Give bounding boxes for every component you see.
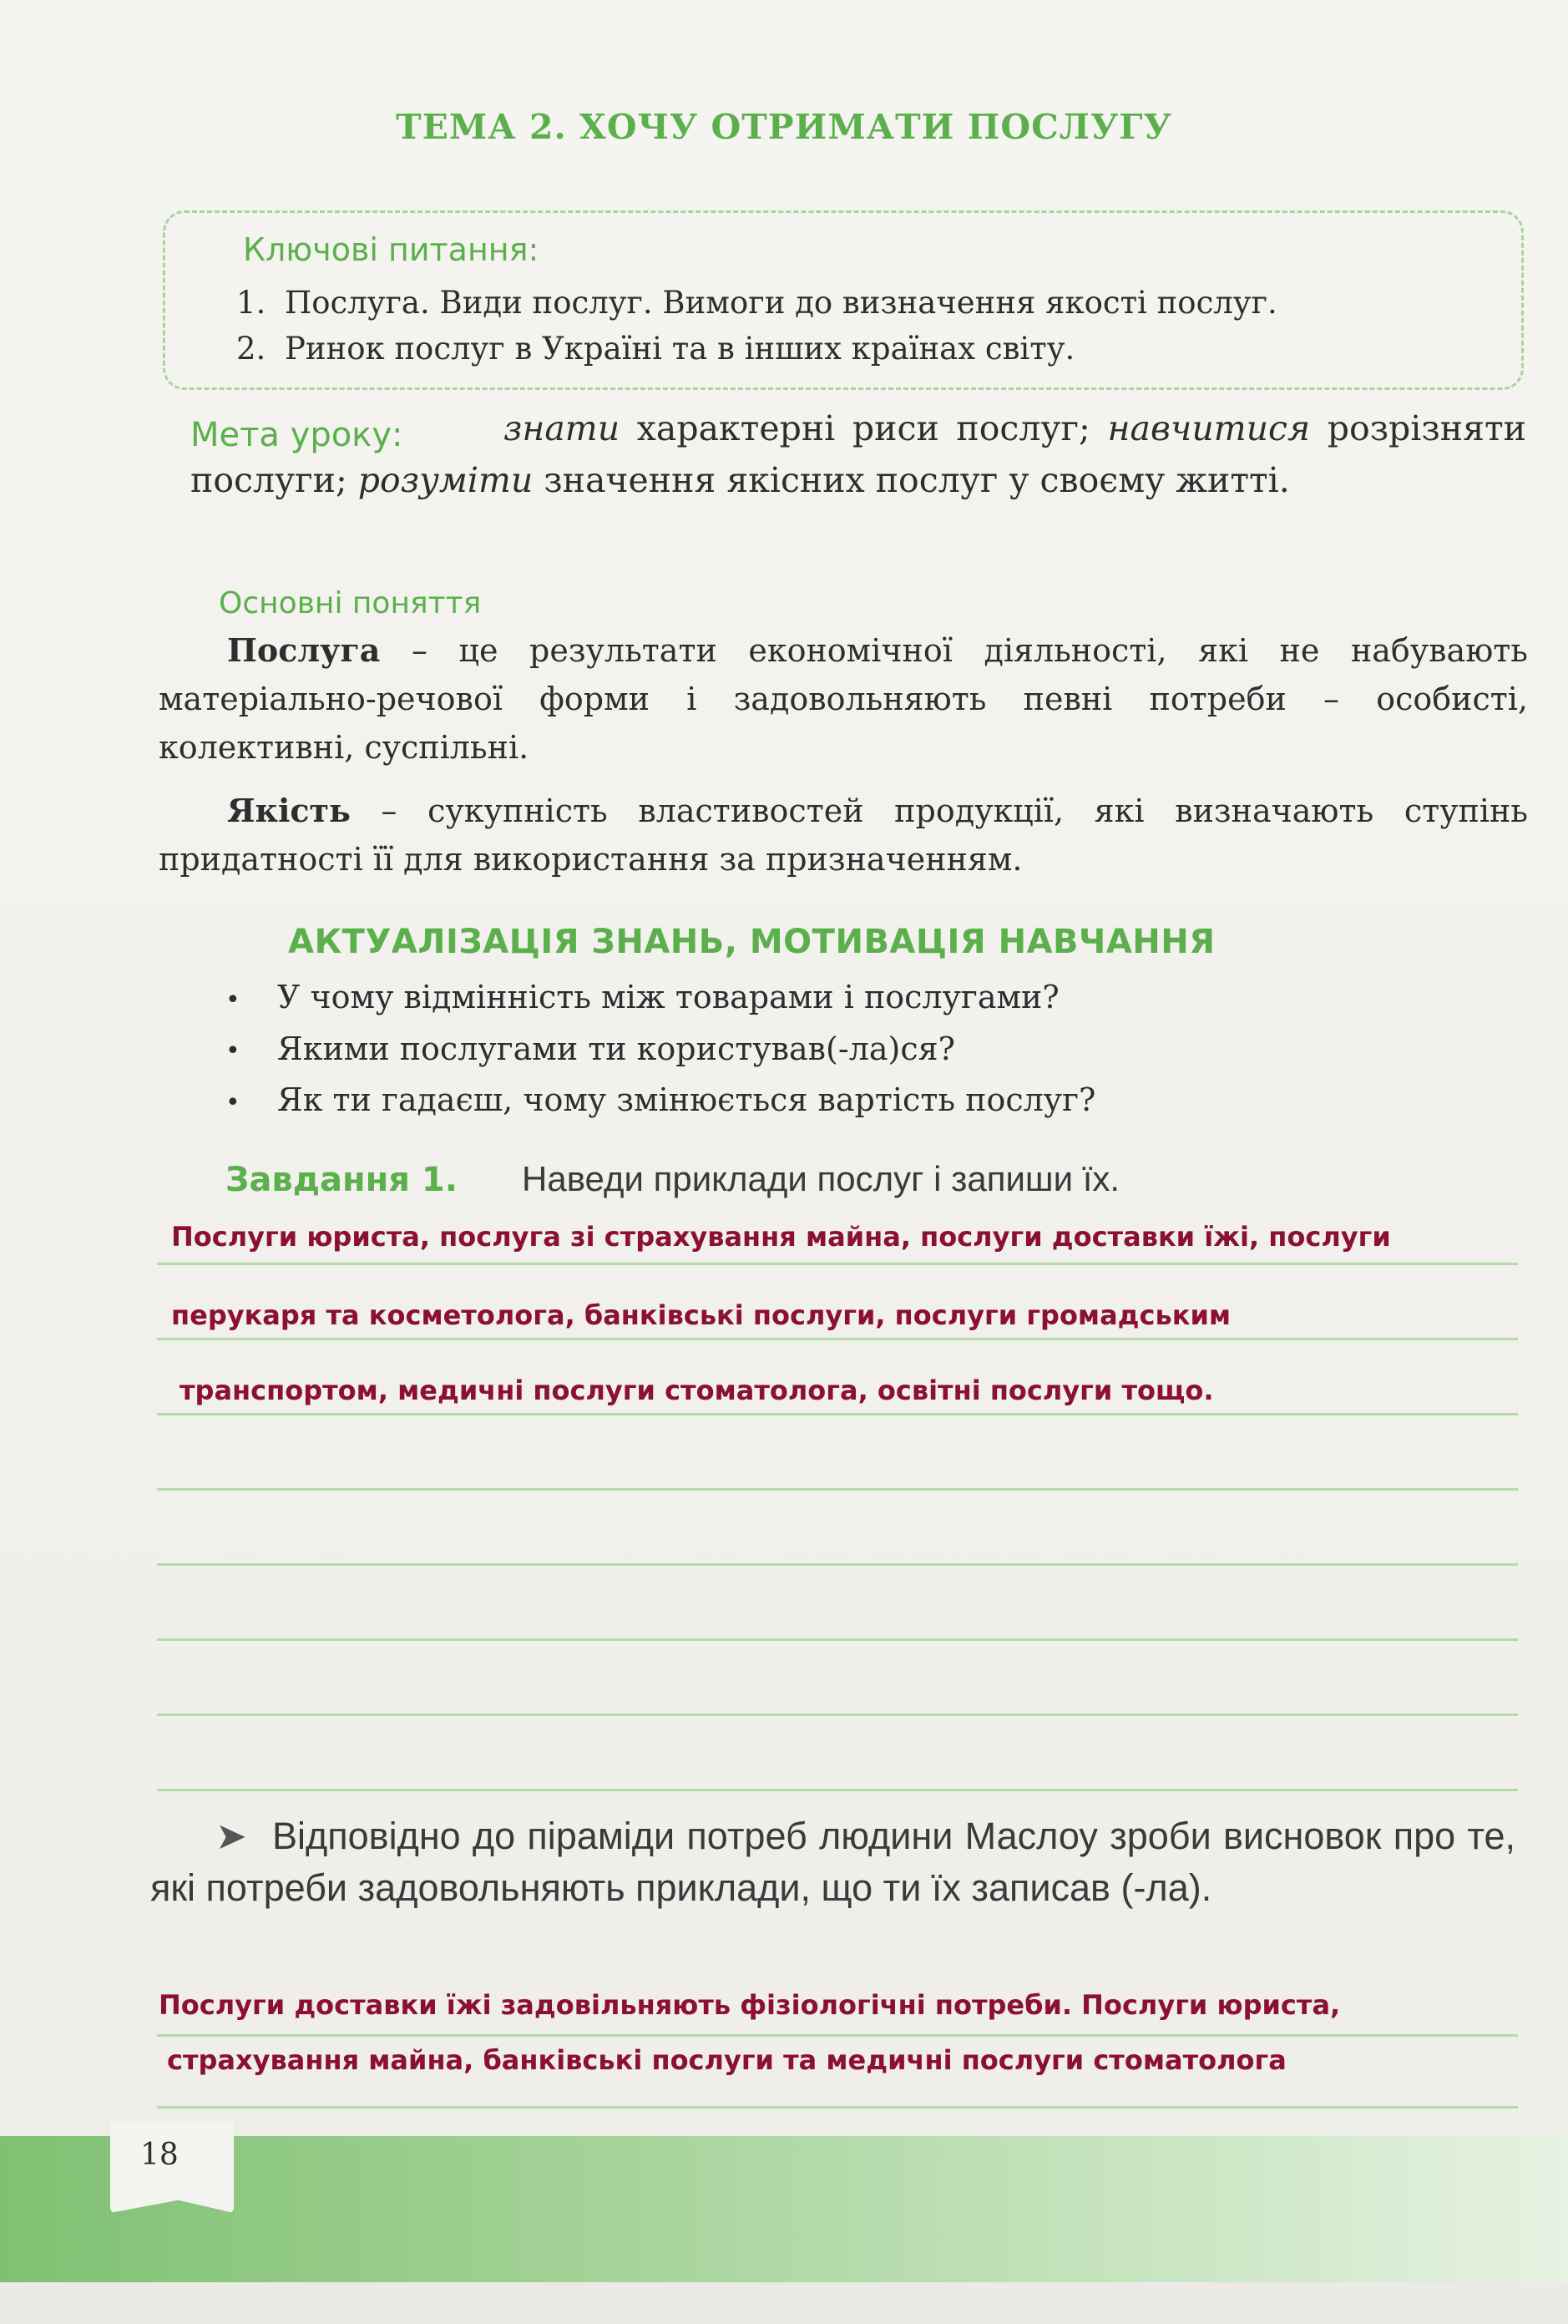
key-questions-label: Ключові питання: bbox=[243, 231, 539, 268]
maslow-task-text: Відповідно до піраміди потреб людини Маслоу зроби висновок про те, які потреби задовольняють приклади, що ти їх записав (-ла). bbox=[150, 1815, 1515, 1909]
quality-definition bbox=[159, 787, 1528, 884]
question-item bbox=[225, 1076, 1095, 1127]
task1-answer-line: Послуги юриста, послуга зі страхування майна, послуги доставки їжі, послуги bbox=[171, 1221, 1391, 1253]
question-text: У чому відмінність між товарами і послугами? bbox=[277, 979, 1060, 1015]
writing-line bbox=[157, 1488, 1518, 1491]
key-questions-box bbox=[163, 210, 1524, 390]
service-definition bbox=[159, 626, 1528, 772]
basic-concepts-label: Основні поняття bbox=[219, 586, 482, 620]
key-question-item bbox=[236, 280, 1277, 326]
question-item bbox=[225, 1025, 1095, 1076]
task1-answer-line: транспортом, медичні послуги стоматолога, освітні послуги тощо. bbox=[180, 1375, 1214, 1406]
quality-term: Якість bbox=[227, 792, 351, 829]
maslow-answer-line: страхування майна, банківські послуги та медичні послуги стоматолога bbox=[167, 2044, 1287, 2076]
task1-answer-line: перукаря та косметолога, банківські послуги, послуги громадським bbox=[171, 1299, 1232, 1331]
motivation-questions bbox=[225, 973, 1095, 1127]
question-text: Якими послугами ти користував(-ла)ся? bbox=[277, 1030, 955, 1067]
key-question-number: 2. bbox=[236, 331, 266, 367]
lesson-goal-text bbox=[190, 403, 1526, 506]
key-question-item bbox=[236, 326, 1277, 372]
key-questions-list bbox=[236, 280, 1277, 372]
task1-prompt: Наведи приклади послуг і запиши їх. bbox=[522, 1159, 1120, 1198]
service-term: Послуга bbox=[227, 631, 381, 669]
goal-text-part: розрізняти послуги; bbox=[190, 408, 1526, 500]
writing-line bbox=[157, 1263, 1518, 1265]
writing-line bbox=[157, 2106, 1518, 2109]
bullet-icon: • bbox=[225, 1036, 240, 1066]
lesson-goal-label: Мета уроку: bbox=[190, 416, 403, 454]
question-text: Як ти гадаєш, чому змінюється вартість послуг? bbox=[277, 1081, 1096, 1118]
writing-line bbox=[157, 1638, 1518, 1641]
writing-line bbox=[157, 2034, 1518, 2037]
key-question-text: Послуга. Види послуг. Вимоги до визначення якості послуг. bbox=[285, 285, 1277, 321]
writing-line bbox=[157, 1563, 1518, 1566]
goal-text-part: значення якісних послуг у своєму житті. bbox=[533, 460, 1290, 500]
footer-band bbox=[0, 2136, 1568, 2282]
basic-concepts bbox=[159, 626, 1528, 899]
bullet-icon: • bbox=[225, 1087, 240, 1117]
maslow-answer-line: Послуги доставки їжі задовільняють фізіологічні потреби. Послуги юриста, bbox=[159, 1989, 1341, 2021]
question-item bbox=[225, 973, 1095, 1025]
key-question-text: Ринок послуг в Україні та в інших країнах світу. bbox=[285, 331, 1075, 367]
writing-line bbox=[157, 1789, 1518, 1791]
writing-line bbox=[157, 1714, 1518, 1716]
topic-title: ТЕМА 2. ХОЧУ ОТРИМАТИ ПОСЛУГУ bbox=[396, 107, 1172, 147]
goal-verb-know: знати bbox=[503, 408, 620, 448]
quality-definition-text: – сукупність властивостей продукції, які визначають ступінь придатності її для використання за призначенням. bbox=[159, 792, 1528, 878]
goal-text-part: характерні риси послуг; bbox=[620, 408, 1108, 448]
maslow-task bbox=[150, 1810, 1515, 1914]
writing-line bbox=[157, 1338, 1518, 1340]
goal-verb-understand: розуміти bbox=[357, 460, 534, 500]
key-question-number: 1. bbox=[236, 285, 266, 321]
bullet-icon: • bbox=[225, 985, 240, 1015]
writing-line bbox=[157, 1413, 1518, 1415]
page-number: 18 bbox=[140, 2138, 179, 2172]
actualization-heading: АКТУАЛІЗАЦІЯ ЗНАНЬ, МОТИВАЦІЯ НАВЧАННЯ bbox=[288, 923, 1216, 961]
task1-label: Завдання 1. bbox=[225, 1161, 458, 1199]
bottom-margin bbox=[0, 2282, 1568, 2324]
goal-verb-learn: навчитися bbox=[1107, 408, 1311, 448]
arrow-icon: ➤ bbox=[215, 1815, 247, 1857]
service-definition-text: – це результати економічної діяльності, які не набувають матеріально-речової форми і задовольняють певні потреби – особисті, колективні, суспільні. bbox=[159, 632, 1528, 766]
